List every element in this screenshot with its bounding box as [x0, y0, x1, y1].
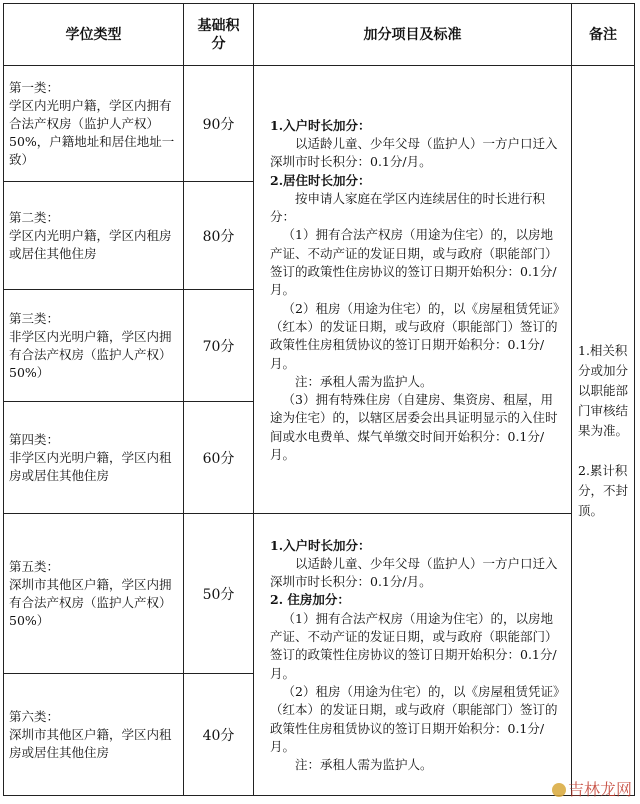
watermark-text: 吉林龙网: [567, 780, 632, 799]
base-score: 50分: [184, 514, 254, 674]
base-score: 70分: [184, 290, 254, 402]
category-label: 第三类：: [9, 310, 60, 326]
category-label: 第五类：: [9, 558, 60, 574]
base-score: 90分: [184, 66, 254, 182]
header-type: 学位类型: [4, 4, 184, 66]
header-items: 加分项目及标准: [254, 4, 572, 66]
scoring-table: [3, 3, 635, 796]
remark-cell: [572, 66, 635, 796]
bonus-note: 注：承租人需为监护人。: [295, 757, 433, 773]
table-header-row: [4, 4, 635, 66]
bonus-text: 按申请人家庭在学区内连续居住的时长进行积分：: [270, 190, 546, 225]
category-cell: [4, 182, 184, 290]
base-score: 40分: [184, 674, 254, 796]
category-desc: 深圳市其他区户籍，学区内拥有合法产权房（监护人产权）50%）: [9, 576, 172, 628]
header-base-score: 基础积分: [184, 4, 254, 66]
bonus-criteria-block-2: [254, 514, 572, 796]
bonus-text: （1）拥有合法产权房（用途为住宅）的，以房地产证、不动产证的发证日期，或与政府（职能部门）签订的政策性住房协议的签订日期开始积分：0.1分/月。: [270, 610, 558, 681]
watermark: [552, 777, 632, 800]
bonus-text: 以适龄儿童、少年父母（监护人）一方户口迁入深圳市时长积分：0.1分/月。: [270, 135, 558, 170]
header-remark: 备注: [572, 4, 635, 66]
category-label: 第一类：: [9, 79, 60, 95]
bonus-text: （3）拥有特殊住房（自建房、集资房、租屋，用途为住宅）的，以辖区居委会出具证明显示的入住时间或水电费单、煤气单缴交时间开始积分：0.1分/月。: [270, 392, 558, 463]
category-cell: [4, 290, 184, 402]
base-score: 80分: [184, 182, 254, 290]
category-desc: 非学区内光明户籍，学区内拥有合法产权房（监护人产权）50%）: [9, 328, 172, 380]
category-label: 第四类：: [9, 431, 60, 447]
category-desc: 非学区内光明户籍，学区内租房或居住其他住房: [9, 449, 172, 483]
remark-1: 1.相关积分或加分以职能部门审核结果为准。: [578, 342, 629, 438]
category-desc: 学区内光明户籍，学区内租房或居住其他住房: [9, 227, 172, 261]
category-label: 第二类：: [9, 209, 60, 225]
table-row: [4, 66, 635, 182]
category-desc: 学区内光明户籍，学区内拥有合法产权房（监护人产权）50%，户籍地址和居住地址一致）: [9, 97, 175, 167]
bonus-text: （2）租房（用途为住宅）的，以《房屋租赁凭证》（红本）的发证日期，或与政府（职能部门）签订的政策性住房租赁协议的签订日期开始积分：0.1分/月。: [270, 300, 560, 371]
category-label: 第六类：: [9, 708, 60, 724]
table-row: [4, 514, 635, 674]
category-cell: [4, 402, 184, 514]
category-desc: 深圳市其他区户籍，学区内租房或居住其他住房: [9, 726, 172, 760]
bonus-heading: 1.入户时长加分：: [270, 537, 371, 553]
bonus-text: 以适龄儿童、少年父母（监护人）一方户口迁入深圳市时长积分：0.1分/月。: [270, 555, 558, 590]
bonus-text: （1）拥有合法产权房（用途为住宅）的，以房地产证、不动产证的发证日期，或与政府（职能部门）签订的政策性住房协议的签订日期开始积分：0.1分/月。: [270, 227, 558, 298]
bonus-note: 注：承租人需为监护人。: [295, 373, 433, 389]
base-score: 60分: [184, 402, 254, 514]
category-cell: [4, 66, 184, 182]
bonus-text: （2）租房（用途为住宅）的，以《房屋租赁凭证》（红本）的发证日期，或与政府（职能部门）签订的政策性住房租赁协议的签订日期开始积分：0.1分/月。: [270, 683, 560, 754]
category-cell: [4, 674, 184, 796]
bonus-heading: 2. 住房加分：: [270, 592, 350, 608]
bonus-heading: 1.入户时长加分：: [270, 117, 371, 133]
bonus-heading: 2.居住时长加分：: [270, 172, 371, 188]
watermark-logo-icon: [552, 783, 566, 797]
bonus-criteria-block-1: [254, 66, 572, 514]
category-cell: [4, 514, 184, 674]
remark-2: 2.累计积分，不封顶。: [578, 462, 629, 518]
